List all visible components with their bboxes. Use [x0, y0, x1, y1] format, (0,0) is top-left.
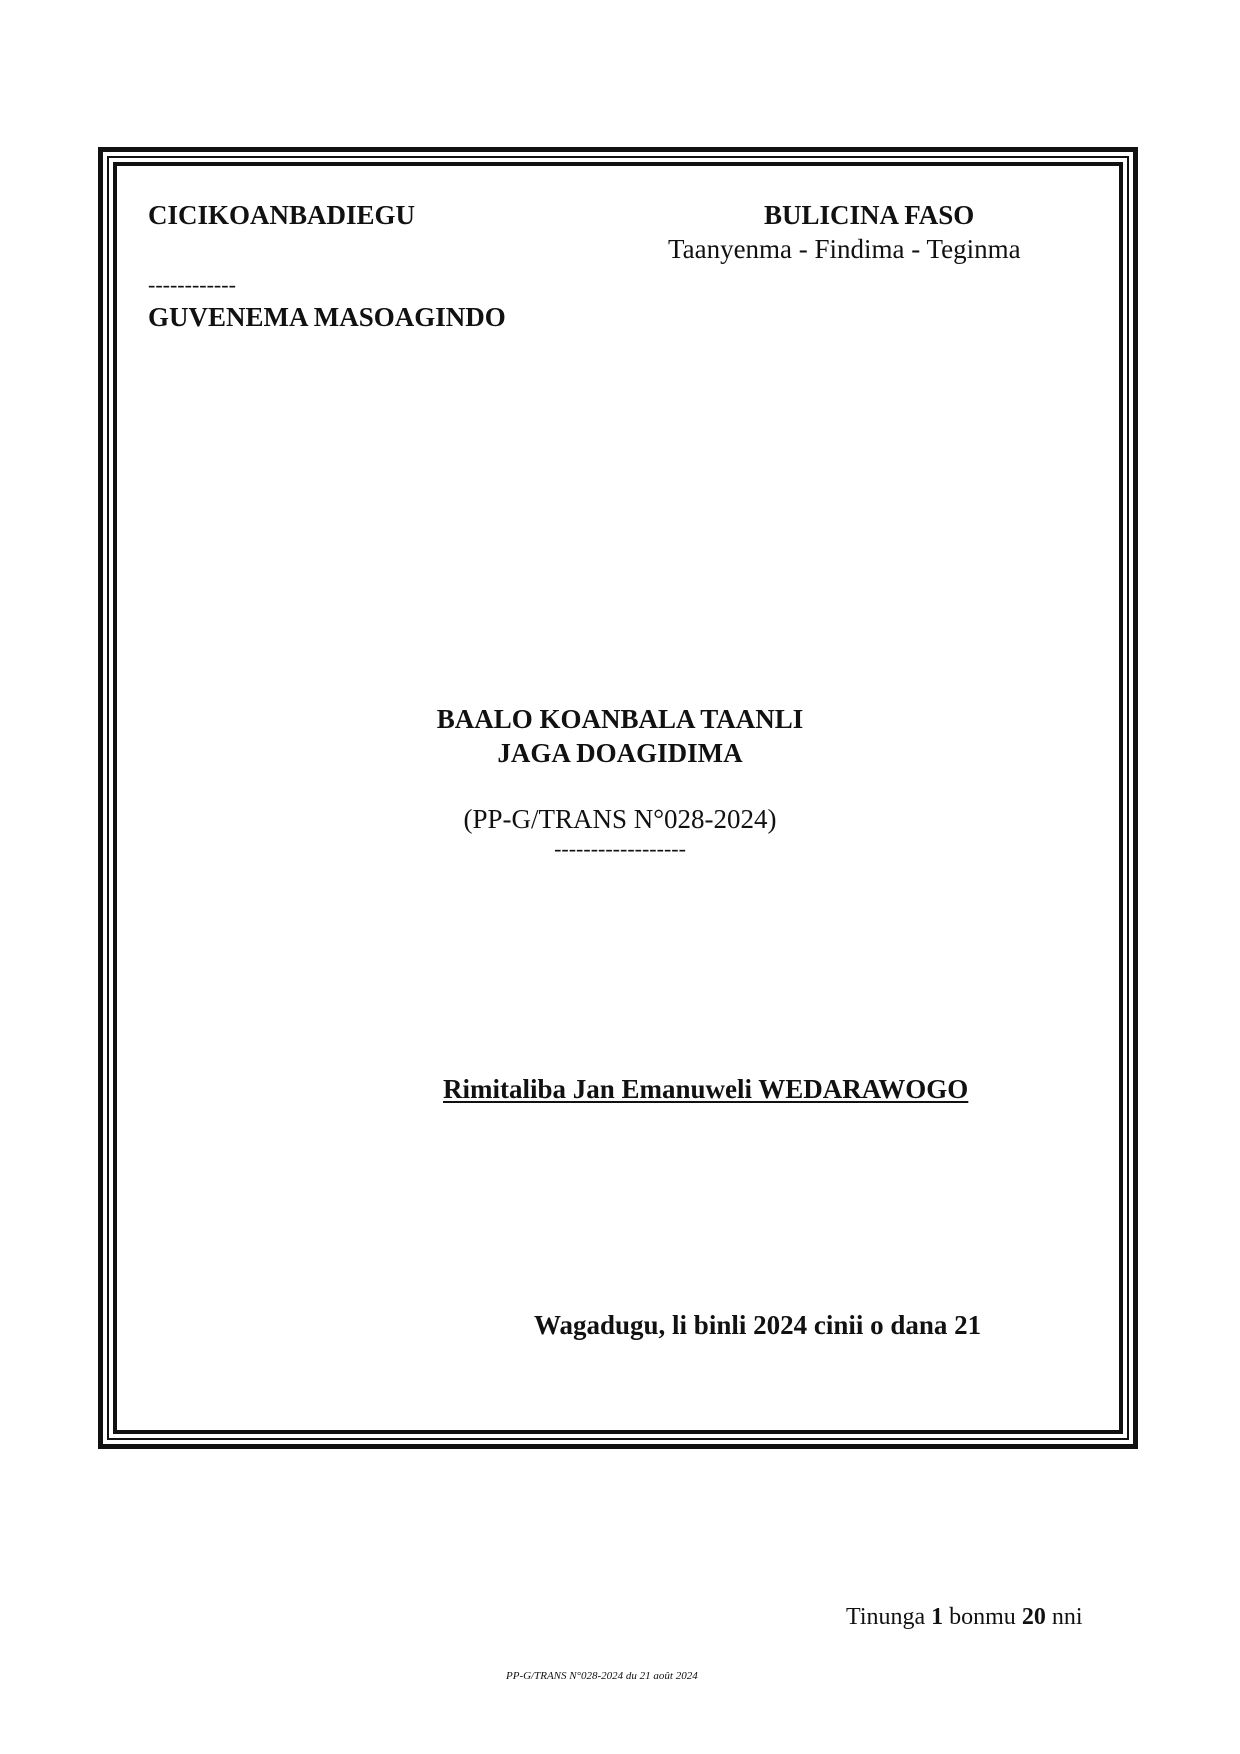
national-motto: Taanyenma - Findima - Teginma — [668, 234, 1021, 264]
document-title-line1: BAALO KOANBALA TAANLI — [436, 704, 804, 734]
cover-frame-inner — [113, 162, 1123, 1434]
page-prefix: Tinunga — [846, 1604, 932, 1630]
footer-reference: PP-G/TRANS N°028-2024 du 21 août 2024 — [506, 1670, 698, 1682]
page-total: 20 — [1021, 1604, 1046, 1630]
header-separator: ------------ — [148, 272, 236, 297]
signatory-name: Rimitaliba Jan Emanuweli WEDARAWOGO — [443, 1074, 969, 1104]
document-title-line2: JAGA DOAGIDIMA — [497, 738, 743, 768]
institution-name: CICIKOANBADIEGU — [148, 200, 416, 230]
place-and-date: Wagadugu, li binli 2024 cinii o dana 21 — [534, 1310, 982, 1340]
title-separator: ------------------ — [554, 836, 686, 861]
page-current: 1 — [931, 1604, 944, 1630]
ministry-name: GUVENEMA MASOAGINDO — [148, 302, 506, 332]
country-name: BULICINA FASO — [764, 200, 975, 230]
page-number — [846, 1604, 1082, 1631]
document-reference: (PP-G/TRANS N°028-2024) — [463, 804, 777, 834]
page-suffix: nni — [1045, 1604, 1083, 1630]
page-middle: bonmu — [943, 1604, 1022, 1630]
